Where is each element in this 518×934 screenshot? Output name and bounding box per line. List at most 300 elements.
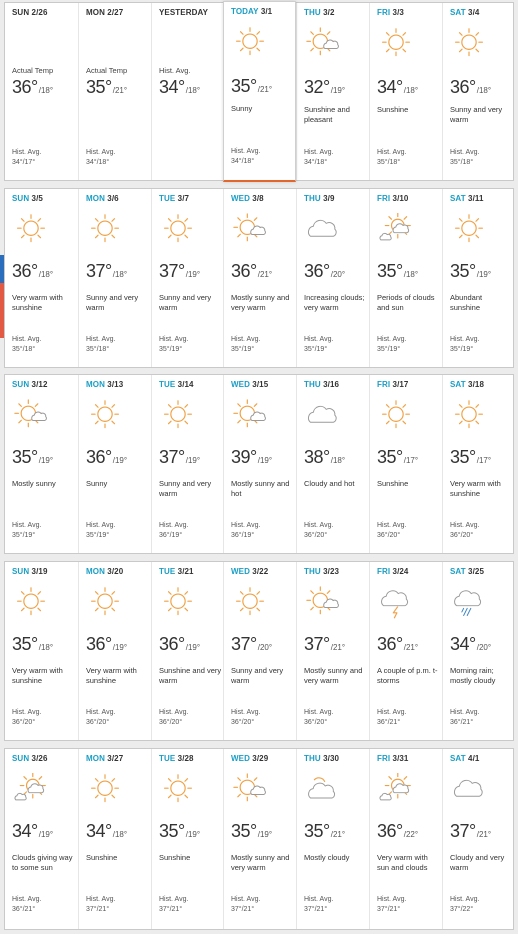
historical-average	[304, 708, 333, 728]
forecast-description: Abundant sunshine	[450, 293, 483, 312]
temperature	[86, 77, 127, 98]
hist-avg-label: Hist. Avg.	[12, 522, 42, 529]
hist-avg-label: Hist. Avg.	[450, 149, 480, 156]
low-temp: /21°	[257, 85, 273, 94]
sun-cloud-icon	[11, 399, 51, 433]
forecast-description: Sunny and very warm	[159, 479, 212, 498]
sun-icon	[158, 399, 198, 433]
low-temp: /19°	[38, 456, 54, 465]
historical-average	[377, 895, 406, 915]
low-temp: /22°	[403, 830, 419, 839]
sun-icon	[449, 399, 489, 433]
forecast-description: Sunny and very warm	[86, 293, 139, 312]
low-temp: /21°	[112, 86, 128, 95]
low-temp: /19°	[112, 456, 128, 465]
day-cell-thu-3-23[interactable]	[296, 562, 369, 740]
day-of-week: FRI	[377, 754, 391, 763]
hist-avg-value: 35°/19°	[450, 346, 474, 353]
temperature	[12, 261, 53, 282]
day-date: 3/25	[468, 567, 485, 576]
day-of-week: SAT	[450, 567, 466, 576]
day-label	[304, 194, 335, 203]
hist-avg-value: 34°/18°	[86, 159, 110, 166]
day-date: 3/28	[177, 754, 194, 763]
high-temp: 36°	[159, 634, 185, 654]
day-label	[159, 380, 194, 389]
temp-caption: Hist. Avg.	[159, 66, 191, 75]
day-cell-sun-3-5[interactable]	[5, 189, 78, 367]
temperature	[12, 77, 53, 98]
day-label	[231, 194, 264, 203]
temperature	[86, 634, 127, 655]
low-temp: /20°	[476, 643, 492, 652]
day-of-week: TUE	[159, 754, 176, 763]
historical-average	[12, 148, 41, 168]
day-cell-sat-4-1[interactable]	[442, 749, 515, 929]
hist-avg-label: Hist. Avg.	[304, 149, 334, 156]
day-cell-fri-3-3[interactable]	[369, 3, 442, 180]
forecast-week-row	[4, 561, 514, 741]
temperature	[304, 447, 345, 468]
temperature	[450, 261, 491, 282]
temperature	[12, 447, 53, 468]
cloud-sun-icon	[303, 773, 343, 807]
historical-average	[12, 335, 41, 355]
high-temp: 35°	[231, 821, 257, 841]
historical-average	[159, 335, 188, 355]
day-of-week: SUN	[12, 194, 30, 203]
forecast-description: Sunny	[231, 104, 253, 113]
high-temp: 35°	[450, 261, 476, 281]
day-of-week: MON	[86, 194, 105, 203]
hist-avg-value: 36°/21°	[377, 719, 401, 726]
hist-avg-value: 35°/19°	[304, 346, 328, 353]
temperature	[12, 821, 53, 842]
day-label	[231, 567, 268, 576]
historical-average	[231, 895, 260, 915]
day-of-week: WED	[231, 194, 250, 203]
day-cell-wed-3-15[interactable]	[223, 375, 296, 553]
sun-icon	[11, 213, 51, 247]
day-cell-wed-3-8[interactable]	[223, 189, 296, 367]
historical-average	[304, 521, 333, 541]
day-cell-yesterday[interactable]	[151, 3, 223, 180]
sun-icon	[11, 586, 51, 620]
historical-average	[450, 895, 479, 915]
day-label	[12, 567, 48, 576]
forecast-description: Sunshine and very warm	[159, 666, 222, 685]
hist-avg-value: 36°/21°	[12, 906, 36, 913]
sun-icon	[449, 27, 489, 61]
day-label	[377, 194, 409, 203]
day-of-week: TUE	[159, 194, 176, 203]
high-temp: 34°	[377, 77, 403, 97]
historical-average	[86, 521, 115, 541]
hist-avg-label: Hist. Avg.	[159, 336, 189, 343]
day-date: 3/30	[323, 754, 340, 763]
historical-average	[304, 148, 333, 168]
day-cell-fri-3-10[interactable]	[369, 189, 442, 367]
hist-avg-value: 36°/20°	[231, 719, 255, 726]
day-date: 3/14	[177, 380, 194, 389]
forecast-description: Sunny and very warm	[231, 666, 284, 685]
day-date: 3/6	[107, 194, 119, 203]
hist-avg-label: Hist. Avg.	[12, 149, 42, 156]
hist-avg-value: 35°/19°	[12, 532, 36, 539]
day-label	[450, 567, 484, 576]
temperature	[86, 261, 127, 282]
day-of-week: FRI	[377, 567, 391, 576]
hist-avg-label: Hist. Avg.	[450, 896, 480, 903]
historical-average	[450, 335, 479, 355]
sun-cloud-icon	[230, 399, 270, 433]
day-date: 4/1	[468, 754, 480, 763]
day-cell-fri-3-24[interactable]	[369, 562, 442, 740]
low-temp: /21°	[330, 643, 346, 652]
high-temp: 35°	[86, 77, 112, 97]
low-temp: /21°	[403, 643, 419, 652]
forecast-description: Sunny and very warm	[159, 293, 212, 312]
day-cell-mon-2-27[interactable]	[78, 3, 151, 180]
temperature	[304, 821, 345, 842]
day-of-week: MON	[86, 754, 105, 763]
sun-icon	[158, 773, 198, 807]
day-of-week: THU	[304, 8, 321, 17]
forecast-description: Mostly sunny	[12, 479, 56, 488]
historical-average	[86, 148, 115, 168]
day-cell-wed-3-29[interactable]	[223, 749, 296, 929]
day-label	[304, 380, 339, 389]
hist-avg-label: Hist. Avg.	[86, 522, 116, 529]
low-temp: /19°	[185, 270, 201, 279]
day-of-week: MON	[86, 8, 105, 17]
temperature	[231, 821, 272, 842]
hist-avg-value: 37°/22°	[450, 906, 474, 913]
sun-icon	[230, 586, 270, 620]
day-of-week: SUN	[12, 754, 30, 763]
hist-avg-value: 37°/21°	[231, 906, 255, 913]
hist-avg-label: Hist. Avg.	[231, 336, 261, 343]
hist-avg-value: 35°/18°	[86, 346, 110, 353]
high-temp: 35°	[377, 447, 403, 467]
partly-cloudy-icon	[376, 213, 416, 247]
hist-avg-label: Hist. Avg.	[377, 336, 407, 343]
forecast-description: Very warm with sunshine	[12, 666, 63, 685]
hist-avg-label: Hist. Avg.	[12, 896, 42, 903]
historical-average	[231, 147, 260, 167]
hist-avg-value: 36°/20°	[304, 719, 328, 726]
day-cell-thu-3-16[interactable]	[296, 375, 369, 553]
day-date: 3/2	[323, 8, 335, 17]
hist-avg-value: 36°/20°	[377, 532, 401, 539]
day-cell-sat-3-25[interactable]	[442, 562, 515, 740]
sun-icon	[85, 586, 125, 620]
day-cell-thu-3-30[interactable]	[296, 749, 369, 929]
sun-icon	[158, 213, 198, 247]
hist-avg-value: 35°/19°	[377, 346, 401, 353]
day-date: 3/31	[392, 754, 409, 763]
historical-average	[159, 521, 188, 541]
day-of-week: SAT	[450, 194, 466, 203]
day-date: 3/7	[177, 194, 190, 203]
historical-average	[12, 708, 41, 728]
day-label	[12, 380, 48, 389]
hist-avg-value: 34°/18°	[304, 159, 328, 166]
temperature	[231, 634, 272, 655]
day-date: 3/5	[31, 194, 43, 203]
day-of-week: TODAY	[231, 7, 259, 16]
temp-caption: Actual Temp	[12, 66, 54, 75]
day-label	[304, 567, 339, 576]
forecast-description: Increasing clouds; very warm	[304, 293, 365, 312]
hist-avg-value: 36°/19°	[159, 532, 183, 539]
day-cell-tue-3-21[interactable]	[151, 562, 223, 740]
forecast-description: Sunny and very warm	[450, 105, 503, 124]
forecast-description: Very warm with sunshine	[12, 293, 63, 312]
partly-cloudy-icon	[11, 773, 51, 807]
sun-cloud-icon	[230, 213, 270, 247]
hist-avg-label: Hist. Avg.	[86, 149, 116, 156]
high-temp: 36°	[377, 821, 403, 841]
sun-icon	[158, 586, 198, 620]
cloud-icon	[303, 213, 343, 247]
forecast-description: Morning rain; mostly cloudy	[450, 666, 496, 685]
day-cell-mon-3-27[interactable]	[78, 749, 151, 929]
forecast-description: Mostly sunny and hot	[231, 479, 290, 498]
forecast-week-row	[4, 748, 514, 930]
day-cell-tue-3-14[interactable]	[151, 375, 223, 553]
historical-average	[304, 335, 333, 355]
day-of-week: FRI	[377, 194, 391, 203]
historical-average	[377, 521, 406, 541]
temperature	[377, 821, 418, 842]
high-temp: 35°	[159, 821, 185, 841]
day-of-week: THU	[304, 380, 321, 389]
hist-avg-label: Hist. Avg.	[159, 896, 189, 903]
hist-avg-label: Hist. Avg.	[377, 522, 407, 529]
temperature	[86, 447, 127, 468]
historical-average	[231, 708, 260, 728]
day-cell-mon-3-13[interactable]	[78, 375, 151, 553]
day-date: 3/18	[468, 380, 485, 389]
low-temp: /18°	[112, 270, 128, 279]
day-of-week: THU	[304, 567, 321, 576]
high-temp: 32°	[304, 77, 330, 97]
hist-avg-label: Hist. Avg.	[450, 709, 480, 716]
day-label	[159, 754, 194, 763]
high-temp: 34°	[12, 821, 38, 841]
low-temp: /19°	[476, 270, 492, 279]
day-cell-mon-3-6[interactable]	[78, 189, 151, 367]
day-cell-sun-3-19[interactable]	[5, 562, 78, 740]
sun-icon	[85, 399, 125, 433]
forecast-week-row	[4, 374, 514, 554]
day-cell-tue-3-7[interactable]	[151, 189, 223, 367]
day-cell-mon-3-20[interactable]	[78, 562, 151, 740]
day-cell-thu-3-2[interactable]	[296, 3, 369, 180]
temperature	[304, 634, 345, 655]
day-label	[12, 8, 48, 17]
high-temp: 35°	[12, 634, 38, 654]
day-cell-sun-2-26[interactable]	[5, 3, 78, 180]
day-of-week: SUN	[12, 380, 30, 389]
forecast-description: Sunshine	[86, 853, 118, 862]
temp-caption: Actual Temp	[86, 66, 128, 75]
low-temp: /19°	[330, 86, 346, 95]
forecast-description: Very warm with sunshine	[86, 666, 137, 685]
low-temp: /20°	[330, 270, 346, 279]
day-date: 3/26	[31, 754, 48, 763]
day-cell-tue-3-28[interactable]	[151, 749, 223, 929]
low-temp: /18°	[330, 456, 346, 465]
historical-average	[231, 335, 260, 355]
day-of-week: WED	[231, 380, 250, 389]
hist-avg-value: 34°/17°	[12, 159, 36, 166]
high-temp: 37°	[450, 821, 476, 841]
day-label	[86, 194, 119, 203]
hist-avg-value: 36°/20°	[12, 719, 36, 726]
hist-avg-value: 34°/18°	[231, 158, 255, 165]
temperature	[304, 77, 345, 98]
forecast-description: A couple of p.m. t-storms	[377, 666, 438, 685]
historical-average	[159, 895, 188, 915]
day-of-week: WED	[231, 754, 250, 763]
day-of-week: SAT	[450, 8, 466, 17]
day-cell-thu-3-9[interactable]	[296, 189, 369, 367]
day-of-week: YESTERDAY	[159, 8, 209, 17]
temperature	[231, 76, 272, 97]
hist-avg-label: Hist. Avg.	[304, 522, 334, 529]
cloud-icon	[449, 773, 489, 807]
high-temp: 34°	[450, 634, 476, 654]
hist-avg-value: 37°/21°	[377, 906, 401, 913]
day-date: 3/19	[31, 567, 48, 576]
day-label	[231, 7, 272, 16]
day-date: 2/27	[107, 8, 124, 17]
temperature	[450, 821, 491, 842]
forecast-week-row	[4, 2, 514, 181]
high-temp: 36°	[450, 77, 476, 97]
day-label	[377, 8, 404, 17]
hist-avg-value: 35°/19°	[231, 346, 255, 353]
hist-avg-label: Hist. Avg.	[304, 336, 334, 343]
hist-avg-value: 36°/19°	[231, 532, 255, 539]
day-cell-sun-3-12[interactable]	[5, 375, 78, 553]
day-cell-sat-3-11[interactable]	[442, 189, 515, 367]
high-temp: 34°	[159, 77, 185, 97]
historical-average	[12, 895, 41, 915]
day-cell-fri-3-17[interactable]	[369, 375, 442, 553]
day-label	[377, 380, 409, 389]
hist-avg-label: Hist. Avg.	[86, 896, 116, 903]
day-date: 3/20	[107, 567, 124, 576]
low-temp: /18°	[476, 86, 492, 95]
low-temp: /18°	[403, 86, 419, 95]
historical-average	[231, 521, 260, 541]
day-of-week: SUN	[12, 567, 30, 576]
forecast-description: Sunshine	[377, 479, 409, 488]
day-label	[159, 194, 189, 203]
high-temp: 35°	[304, 821, 330, 841]
day-date: 3/17	[392, 380, 409, 389]
temperature	[86, 821, 127, 842]
low-temp: /18°	[38, 643, 54, 652]
sun-icon	[449, 213, 489, 247]
day-label	[377, 754, 409, 763]
high-temp: 37°	[86, 261, 112, 281]
historical-average	[159, 708, 188, 728]
hist-avg-value: 35°/19°	[159, 346, 183, 353]
temperature	[231, 447, 272, 468]
day-of-week: THU	[304, 754, 321, 763]
forecast-description: Mostly cloudy	[304, 853, 350, 862]
hist-avg-value: 35°/19°	[86, 532, 110, 539]
historical-average	[450, 521, 479, 541]
day-date: 3/4	[468, 8, 480, 17]
hist-avg-value: 37°/21°	[159, 906, 183, 913]
temperature	[12, 634, 53, 655]
day-cell-sat-3-18[interactable]	[442, 375, 515, 553]
day-cell-sat-3-4[interactable]	[442, 3, 515, 180]
low-temp: /19°	[112, 643, 128, 652]
day-label	[12, 194, 43, 203]
day-date: 3/13	[107, 380, 124, 389]
high-temp: 37°	[159, 447, 185, 467]
hist-avg-value: 36°/20°	[159, 719, 183, 726]
day-cell-today-3-1[interactable]	[223, 1, 296, 182]
day-label	[231, 754, 268, 763]
temperature	[450, 77, 491, 98]
day-date: 3/15	[252, 380, 269, 389]
low-temp: /17°	[476, 456, 492, 465]
hist-avg-label: Hist. Avg.	[12, 709, 42, 716]
hist-avg-label: Hist. Avg.	[159, 709, 189, 716]
low-temp: /19°	[185, 830, 201, 839]
forecast-description: Sunshine	[377, 105, 409, 114]
historical-average	[377, 335, 406, 355]
forecast-description: Clouds giving way to some sun	[12, 853, 73, 872]
day-cell-sun-3-26[interactable]	[5, 749, 78, 929]
hist-avg-label: Hist. Avg.	[231, 522, 261, 529]
historical-average	[450, 708, 479, 728]
day-cell-fri-3-31[interactable]	[369, 749, 442, 929]
forecast-description: Sunny	[86, 479, 108, 488]
low-temp: /21°	[257, 270, 273, 279]
low-temp: /18°	[403, 270, 419, 279]
high-temp: 35°	[231, 76, 257, 96]
hist-avg-label: Hist. Avg.	[450, 522, 480, 529]
day-cell-wed-3-22[interactable]	[223, 562, 296, 740]
hist-avg-label: Hist. Avg.	[304, 896, 334, 903]
hist-avg-value: 35°/18°	[450, 159, 474, 166]
hist-avg-label: Hist. Avg.	[86, 336, 116, 343]
hist-avg-label: Hist. Avg.	[86, 709, 116, 716]
day-label	[377, 567, 409, 576]
high-temp: 39°	[231, 447, 257, 467]
hist-avg-label: Hist. Avg.	[377, 896, 407, 903]
day-label	[450, 8, 479, 17]
day-label	[304, 8, 335, 17]
temperature	[159, 77, 200, 98]
temperature	[450, 634, 491, 655]
day-label	[86, 8, 123, 17]
low-temp: /19°	[185, 456, 201, 465]
day-label	[86, 380, 123, 389]
sun-icon	[230, 26, 270, 60]
high-temp: 36°	[377, 634, 403, 654]
forecast-description: Periods of clouds and sun	[377, 293, 435, 312]
historical-average	[86, 708, 115, 728]
